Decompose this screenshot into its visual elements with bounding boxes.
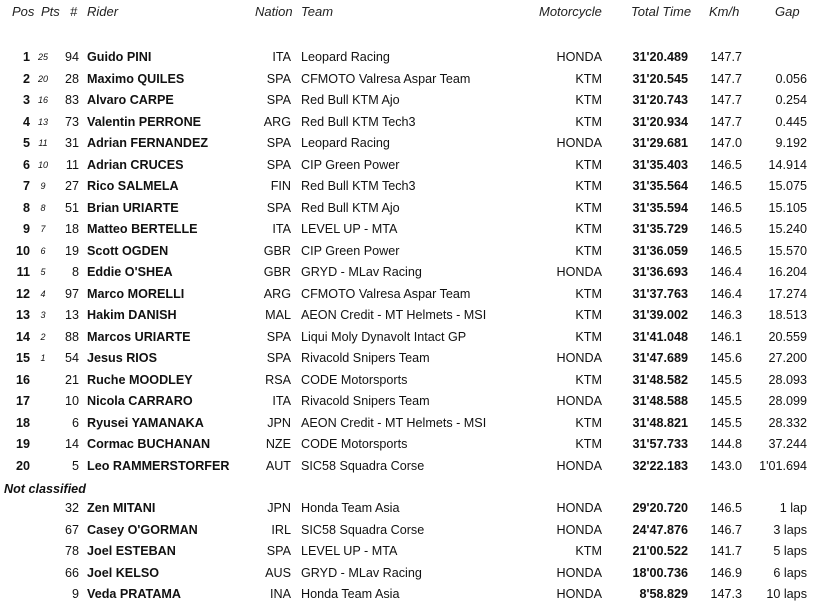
speed-cell: 141.7 — [710, 544, 742, 558]
motorcycle-cell: HONDA — [556, 136, 602, 150]
motorcycle-cell: KTM — [575, 200, 602, 215]
position-cell: 14 — [15, 329, 30, 344]
total-time-cell: 31'37.763 — [632, 286, 688, 301]
position-cell: 9 — [22, 222, 30, 236]
team-cell: CFMOTO Valresa Aspar Team — [301, 71, 471, 86]
position-cell: 6 — [22, 157, 30, 172]
team-cell: Red Bull KTM Ajo — [301, 200, 400, 215]
rider-name-cell: Zen MITANI — [87, 501, 156, 515]
table-row — [0, 262, 814, 284]
rider-name-cell: Veda PRATAMA — [87, 587, 181, 601]
table-row — [0, 413, 814, 435]
rider-number-cell: 19 — [64, 243, 79, 258]
points-cell: 20 — [37, 73, 48, 84]
team-cell: SIC58 Squadra Corse — [301, 522, 425, 537]
nation-cell: INA — [270, 587, 291, 601]
table-row — [0, 584, 814, 606]
team-cell: Leopard Racing — [301, 136, 390, 150]
points-cell: 10 — [37, 159, 48, 170]
rider-number-cell: 83 — [64, 93, 79, 107]
speed-cell: 143.0 — [710, 458, 742, 473]
rider-number-cell: 31 — [64, 136, 79, 150]
rider-number-cell: 94 — [64, 50, 79, 64]
total-time-cell: 31'39.002 — [632, 308, 688, 322]
position-cell: 4 — [22, 114, 30, 129]
rider-name-cell: Brian URIARTE — [87, 200, 179, 215]
rider-name-cell: Ruche MOODLEY — [87, 372, 193, 387]
table-row — [0, 219, 814, 241]
nation-cell: ARG — [263, 114, 291, 129]
gap-cell: 15.075 — [768, 179, 807, 193]
motorcycle-cell: KTM — [575, 93, 602, 107]
gap-cell: 0.056 — [775, 71, 807, 86]
points-cell: 9 — [40, 181, 46, 191]
rider-name-cell: Joel KELSO — [87, 565, 160, 580]
position-cell: 17 — [15, 394, 30, 408]
gap-cell: 27.200 — [768, 351, 807, 365]
position-cell: 18 — [15, 415, 30, 430]
motorcycle-cell: KTM — [575, 372, 602, 387]
nation-cell: SPA — [266, 351, 291, 365]
rider-number-cell: 67 — [64, 522, 79, 537]
nation-cell: ITA — [272, 394, 291, 408]
speed-cell: 147.0 — [710, 136, 742, 150]
nation-cell: SPA — [266, 200, 291, 215]
team-cell: AEON Credit - MT Helmets - MSI — [301, 415, 487, 430]
motorcycle-cell: KTM — [575, 415, 602, 430]
gap-cell: 28.093 — [768, 372, 807, 387]
speed-cell: 146.4 — [710, 286, 742, 301]
total-time-cell: 21'00.522 — [632, 544, 688, 558]
points-cell: 16 — [37, 95, 48, 105]
points-cell: 25 — [37, 52, 48, 62]
motorcycle-cell: KTM — [575, 286, 602, 301]
gap-cell: 15.240 — [768, 222, 807, 236]
rider-number-cell: 66 — [64, 565, 79, 580]
rider-number-cell: 11 — [65, 157, 79, 172]
rider-number-cell: 73 — [64, 114, 79, 129]
team-cell: GRYD - MLav Racing — [301, 265, 422, 279]
nation-cell: AUS — [265, 565, 291, 580]
rider-name-cell: Valentin PERRONE — [87, 114, 202, 129]
header-rider: Rider — [87, 4, 119, 19]
total-time-cell: 31'20.489 — [632, 50, 688, 64]
points-cell: 2 — [40, 331, 46, 342]
table-row — [0, 563, 814, 585]
speed-cell: 146.5 — [710, 501, 742, 515]
team-cell: AEON Credit - MT Helmets - MSI — [301, 308, 487, 322]
motorcycle-cell: KTM — [575, 243, 602, 258]
speed-cell: 147.7 — [710, 50, 742, 64]
gap-cell: 20.559 — [768, 329, 807, 344]
team-cell: LEVEL UP - MTA — [301, 544, 398, 558]
rider-number-cell: 51 — [64, 200, 79, 215]
table-row — [0, 47, 814, 69]
gap-cell: 14.914 — [768, 157, 807, 172]
motorcycle-cell: HONDA — [556, 458, 602, 473]
points-cell: 11 — [38, 138, 48, 148]
speed-cell: 146.5 — [710, 243, 742, 258]
rider-name-cell: Cormac BUCHANAN — [87, 437, 211, 451]
nation-cell: ITA — [272, 222, 291, 236]
table-row — [0, 370, 814, 392]
team-cell: Rivacold Snipers Team — [301, 394, 430, 408]
table-row — [0, 456, 814, 478]
rider-name-cell: Adrian FERNANDEZ — [87, 136, 209, 150]
header-nation: Nation — [255, 4, 293, 19]
speed-cell: 147.3 — [710, 587, 742, 601]
position-cell: 11 — [16, 265, 30, 279]
points-cell: 13 — [37, 116, 48, 127]
points-cell: 6 — [40, 245, 46, 256]
total-time-cell: 31'35.403 — [632, 157, 688, 172]
total-time-cell: 31'20.934 — [632, 114, 688, 129]
header-kmh: Km/h — [709, 4, 740, 19]
position-cell: 19 — [15, 437, 30, 451]
speed-cell: 146.5 — [710, 179, 742, 193]
team-cell: CODE Motorsports — [301, 372, 408, 387]
table-row — [0, 284, 814, 306]
points-cell: 7 — [40, 224, 46, 234]
gap-cell: 18.513 — [768, 308, 807, 322]
position-cell: 8 — [22, 200, 30, 215]
not-classified-results — [0, 498, 814, 606]
nation-cell: ITA — [272, 50, 291, 64]
team-cell: Red Bull KTM Ajo — [301, 93, 400, 107]
nation-cell: NZE — [265, 437, 291, 451]
gap-cell: 15.570 — [768, 243, 807, 258]
header-total-time: Total Time — [631, 4, 692, 19]
total-time-cell: 31'41.048 — [632, 329, 688, 344]
gap-cell: 28.332 — [768, 415, 807, 430]
table-row — [0, 520, 814, 542]
table-row — [0, 327, 814, 349]
motorcycle-cell: KTM — [575, 544, 602, 558]
rider-name-cell: Marco MORELLI — [87, 286, 185, 301]
team-cell: Rivacold Snipers Team — [301, 351, 430, 365]
points-cell: 5 — [40, 267, 46, 277]
table-row — [0, 155, 814, 177]
header-motorcycle: Motorcycle — [539, 4, 602, 19]
rider-number-cell: 10 — [64, 394, 79, 408]
nation-cell: GBR — [263, 265, 291, 279]
team-cell: CIP Green Power — [301, 157, 400, 172]
team-cell: CFMOTO Valresa Aspar Team — [301, 286, 471, 301]
header-pts: Pts — [41, 4, 60, 19]
rider-name-cell: Matteo BERTELLE — [87, 222, 198, 236]
motorcycle-cell: HONDA — [556, 394, 602, 408]
motorcycle-cell: KTM — [575, 329, 602, 344]
total-time-cell: 31'35.594 — [632, 200, 688, 215]
total-time-cell: 18'00.736 — [632, 565, 688, 580]
total-time-cell: 31'36.059 — [632, 243, 688, 258]
position-cell: 12 — [15, 286, 30, 301]
nation-cell: SPA — [266, 93, 291, 107]
table-row — [0, 133, 814, 155]
total-time-cell: 31'35.564 — [632, 179, 688, 193]
total-time-cell: 31'48.588 — [632, 394, 688, 408]
rider-name-cell: Ryusei YAMANAKA — [87, 415, 204, 430]
team-cell: CIP Green Power — [301, 243, 400, 258]
total-time-cell: 31'57.733 — [632, 437, 688, 451]
rider-name-cell: Scott OGDEN — [87, 243, 169, 258]
motorcycle-cell: HONDA — [556, 587, 602, 601]
speed-cell: 146.1 — [710, 329, 742, 344]
nation-cell: IRL — [271, 522, 291, 537]
speed-cell: 145.5 — [710, 394, 742, 408]
header-pos: Pos — [12, 4, 35, 19]
rider-number-cell: 9 — [71, 587, 79, 601]
speed-cell: 146.5 — [710, 222, 742, 236]
position-cell: 7 — [22, 179, 30, 193]
team-cell: LEVEL UP - MTA — [301, 222, 398, 236]
table-row — [0, 391, 814, 413]
team-cell: Liqui Moly Dynavolt Intact GP — [301, 329, 467, 344]
nation-cell: FIN — [270, 179, 291, 193]
team-cell: SIC58 Squadra Corse — [301, 458, 425, 473]
rider-number-cell: 8 — [71, 265, 79, 279]
motorcycle-cell: HONDA — [556, 501, 602, 515]
rider-number-cell: 14 — [64, 437, 79, 451]
total-time-cell: 31'47.689 — [632, 351, 688, 365]
header-gap: Gap — [775, 4, 800, 19]
header-number: # — [70, 4, 78, 19]
position-cell: 10 — [15, 243, 30, 258]
gap-cell: 28.099 — [768, 394, 807, 408]
position-cell: 2 — [22, 71, 30, 86]
table-row — [0, 69, 814, 91]
team-cell: Honda Team Asia — [301, 501, 400, 515]
rider-name-cell: Casey O'GORMAN — [87, 522, 198, 537]
table-row — [0, 241, 814, 263]
nation-cell: JPN — [267, 501, 291, 515]
position-cell: 15 — [15, 351, 30, 365]
total-time-cell: 31'29.681 — [632, 136, 688, 150]
nation-cell: SPA — [266, 544, 291, 558]
total-time-cell: 24'47.876 — [632, 522, 688, 537]
position-cell: 16 — [15, 372, 30, 387]
speed-cell: 145.5 — [710, 372, 742, 387]
nation-cell: AUT — [265, 458, 291, 473]
gap-cell: 9.192 — [775, 136, 807, 150]
rider-number-cell: 32 — [64, 501, 79, 515]
rider-number-cell: 18 — [64, 222, 79, 236]
position-cell: 5 — [22, 136, 30, 150]
rider-number-cell: 5 — [71, 458, 79, 473]
speed-cell: 147.7 — [710, 93, 742, 107]
motorcycle-cell: KTM — [575, 179, 602, 193]
total-time-cell: 31'20.743 — [632, 93, 688, 107]
rider-number-cell: 97 — [64, 286, 79, 301]
total-time-cell: 31'48.582 — [632, 372, 688, 387]
nation-cell: SPA — [266, 157, 291, 172]
nation-cell: SPA — [266, 136, 291, 150]
motorcycle-cell: KTM — [575, 114, 602, 129]
rider-number-cell: 54 — [64, 351, 79, 365]
speed-cell: 146.7 — [710, 522, 742, 537]
gap-cell: 37.244 — [768, 437, 807, 451]
position-cell: 13 — [15, 308, 30, 322]
team-cell: Red Bull KTM Tech3 — [301, 179, 416, 193]
rider-name-cell: Hakim DANISH — [87, 308, 177, 322]
position-cell: 1 — [22, 50, 30, 64]
nation-cell: SPA — [266, 71, 291, 86]
speed-cell: 145.6 — [710, 351, 742, 365]
nation-cell: JPN — [267, 415, 291, 430]
gap-cell: 17.274 — [768, 286, 807, 301]
gap-cell: 16.204 — [768, 265, 807, 279]
rider-name-cell: Adrian CRUCES — [87, 157, 184, 172]
table-row — [0, 176, 814, 198]
motorcycle-cell: KTM — [575, 437, 602, 451]
gap-cell: 0.254 — [775, 93, 807, 107]
motorcycle-cell: HONDA — [556, 50, 602, 64]
rider-name-cell: Marcos URIARTE — [87, 329, 191, 344]
rider-name-cell: Jesus RIOS — [87, 351, 157, 365]
team-cell: GRYD - MLav Racing — [301, 565, 422, 580]
rider-name-cell: Guido PINI — [87, 50, 152, 64]
motorcycle-cell: HONDA — [556, 522, 602, 537]
speed-cell: 146.3 — [710, 308, 742, 322]
rider-number-cell: 78 — [64, 544, 79, 558]
total-time-cell: 32'22.183 — [632, 458, 688, 473]
position-cell: 20 — [15, 458, 30, 473]
gap-cell: 3 laps — [773, 522, 807, 537]
nation-cell: RSA — [265, 372, 291, 387]
gap-cell: 10 laps — [766, 587, 807, 601]
rider-name-cell: Alvaro CARPE — [87, 93, 174, 107]
motorcycle-cell: HONDA — [556, 565, 602, 580]
results-header — [0, 0, 814, 22]
gap-cell: 15.105 — [768, 200, 807, 215]
classified-results — [0, 47, 814, 477]
motorcycle-cell: HONDA — [556, 265, 602, 279]
rider-name-cell: Leo RAMMERSTORFER — [87, 458, 230, 473]
rider-name-cell: Rico SALMELA — [87, 179, 179, 193]
team-cell: Red Bull KTM Tech3 — [301, 114, 416, 129]
total-time-cell: 8'58.829 — [639, 587, 688, 601]
gap-cell: 5 laps — [773, 544, 807, 558]
team-cell: Honda Team Asia — [301, 587, 400, 601]
table-row — [0, 90, 814, 112]
points-cell: 3 — [40, 310, 46, 320]
gap-cell: 1'01.694 — [759, 458, 807, 473]
motorcycle-cell: HONDA — [556, 351, 602, 365]
motorcycle-cell: KTM — [575, 308, 602, 322]
rider-name-cell: Joel ESTEBAN — [87, 544, 176, 558]
table-row — [0, 198, 814, 220]
team-cell: Leopard Racing — [301, 50, 390, 64]
rider-name-cell: Eddie O'SHEA — [87, 265, 173, 279]
gap-cell: 1 lap — [779, 501, 807, 515]
table-row — [0, 348, 814, 370]
total-time-cell: 31'20.545 — [632, 71, 688, 86]
speed-cell: 146.5 — [710, 157, 742, 172]
nation-cell: MAL — [265, 308, 291, 322]
rider-name-cell: Nicola CARRARO — [87, 394, 193, 408]
nation-cell: ARG — [263, 286, 291, 301]
gap-cell: 0.445 — [775, 114, 807, 129]
rider-number-cell: 27 — [64, 179, 79, 193]
speed-cell: 145.5 — [710, 415, 742, 430]
rider-number-cell: 13 — [64, 308, 79, 322]
table-row — [0, 498, 814, 520]
speed-cell: 146.5 — [710, 200, 742, 215]
rider-number-cell: 21 — [64, 372, 79, 387]
total-time-cell: 31'36.693 — [632, 265, 688, 279]
total-time-cell: 29'20.720 — [632, 501, 688, 515]
not-classified-heading: Not classified — [4, 482, 86, 496]
speed-cell: 147.7 — [710, 114, 742, 129]
motorcycle-cell: KTM — [575, 157, 602, 172]
motorcycle-cell: KTM — [575, 222, 602, 236]
table-row — [0, 434, 814, 456]
total-time-cell: 31'48.821 — [632, 415, 688, 430]
rider-name-cell: Maximo QUILES — [87, 71, 185, 86]
position-cell: 3 — [22, 93, 30, 107]
table-row — [0, 112, 814, 134]
motorcycle-cell: KTM — [575, 71, 602, 86]
speed-cell: 147.7 — [710, 71, 742, 86]
rider-number-cell: 6 — [71, 415, 79, 430]
points-cell: 8 — [40, 202, 46, 213]
speed-cell: 146.4 — [710, 265, 742, 279]
gap-cell: 6 laps — [773, 565, 807, 580]
points-cell: 4 — [40, 288, 46, 299]
nation-cell: GBR — [263, 243, 291, 258]
table-row — [0, 305, 814, 327]
table-row — [0, 541, 814, 563]
total-time-cell: 31'35.729 — [632, 222, 688, 236]
nation-cell: SPA — [266, 329, 291, 344]
team-cell: CODE Motorsports — [301, 437, 408, 451]
points-cell: 1 — [40, 353, 46, 363]
rider-number-cell: 88 — [64, 329, 79, 344]
rider-number-cell: 28 — [64, 71, 79, 86]
speed-cell: 146.9 — [710, 565, 742, 580]
header-team: Team — [301, 4, 334, 19]
speed-cell: 144.8 — [710, 437, 742, 451]
